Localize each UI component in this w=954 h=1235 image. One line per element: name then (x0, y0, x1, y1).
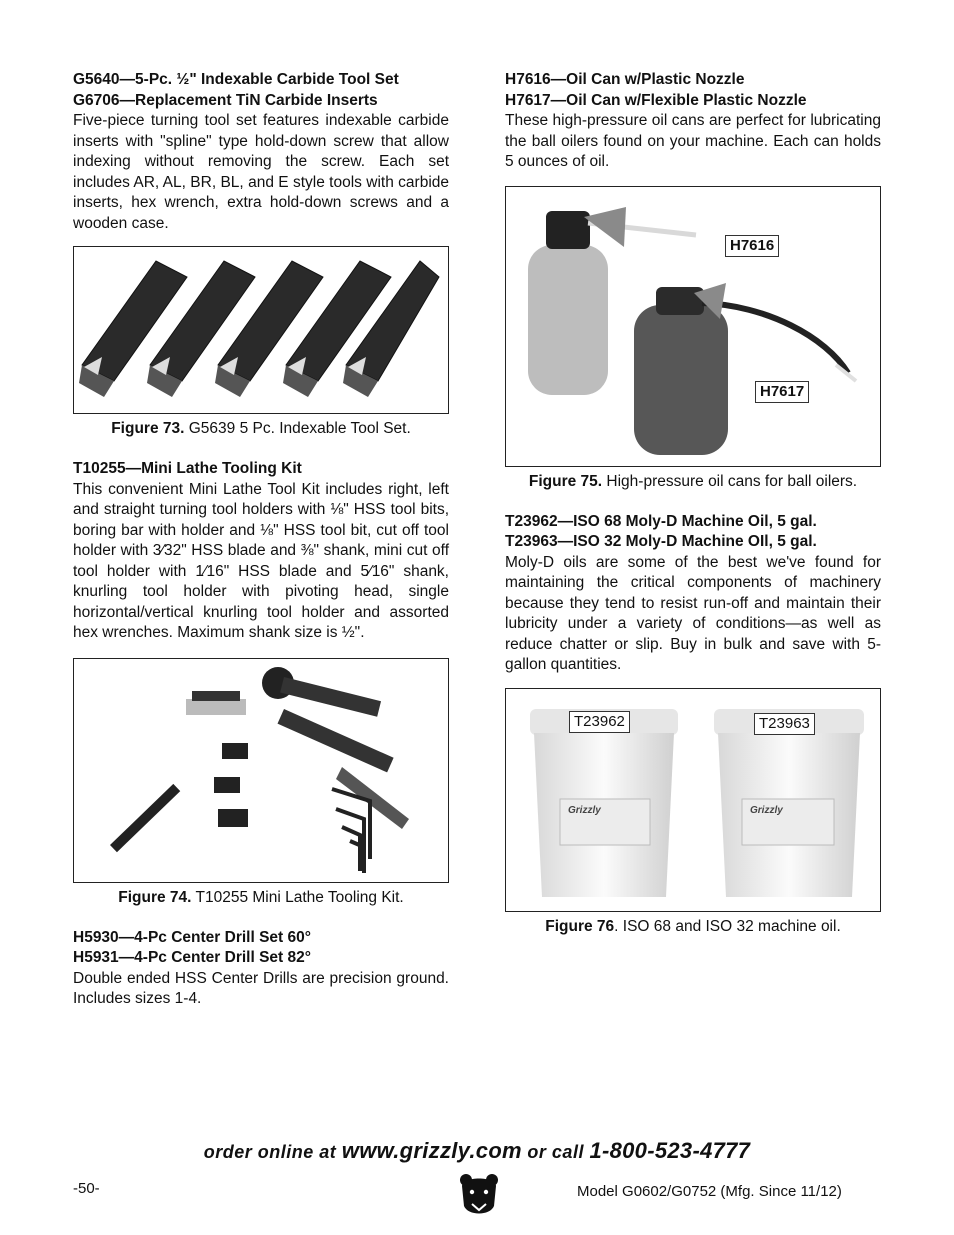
figure-75-image (505, 186, 881, 467)
body-oil-cans: These high-pressure oil cans are perfect for lubricating the ball oilers found on your machine. Each can holds 5 ounces of oil. (505, 112, 881, 170)
footer-call-text: or call (521, 1142, 590, 1162)
oil-buckets-illustration (506, 689, 879, 910)
lathe-tooling-kit-illustration (74, 659, 447, 881)
figure-75-caption: Figure 75. High-pressure oil cans for ball oilers. (528, 472, 858, 490)
bucket-1-brand: Grizzly (568, 804, 601, 816)
right-column (505, 70, 881, 937)
heading-h5931: H5931—4-Pc Center Drill Set 82° (73, 949, 311, 966)
figure-76-caption: Figure 76. ISO 68 and ISO 32 machine oil. (545, 917, 841, 935)
grizzly-bear-logo-icon (458, 1172, 500, 1222)
tag-h7616: H7616 (725, 235, 779, 257)
heading-h5930: H5930—4-Pc Center Drill Set 60° (73, 928, 311, 946)
heading-h7617: H7617—Oil Can w/Flexible Plastic Nozzle (505, 91, 807, 109)
figure-74-image (73, 658, 449, 883)
figure-73-caption: Figure 73. G5639 5 Pc. Indexable Tool Set. (111, 420, 411, 437)
left-column (73, 70, 449, 1010)
body-indexable-tool-set: Five-piece turning tool set features indexable carbide inserts with "spline" type hold-down screw that allow indexing without removing the screw. Each set includes AR, AL, BR, BL, and E style tools with carbide inserts, hex wrench, extra hold-down screws and a wooden case. (73, 112, 449, 232)
footer-phone-number: 1-800-523-4777 (589, 1138, 751, 1163)
tag-t23962: T23962 (569, 711, 630, 733)
heading-g5640: G5640—5-Pc. ½" Indexable Carbide Tool Set (73, 71, 399, 88)
figure-73-image (73, 246, 449, 414)
heading-h7616: H7616—Oil Can w/Plastic Nozzle (505, 71, 745, 88)
body-center-drill-set: Double ended HSS Center Drills are precision ground. Includes sizes 1-4. (73, 969, 449, 1007)
bucket-2-brand: Grizzly (750, 804, 783, 816)
oil-cans-illustration (506, 187, 879, 465)
heading-t23962: T23962—ISO 68 Moly-D Machine Oil, 5 gal. (505, 512, 817, 530)
tag-t23963: T23963 (754, 713, 815, 735)
heading-g6706: G6706—Replacement TiN Carbide Inserts (73, 91, 378, 109)
heading-t23963: T23963—ISO 32 Moly-D Machine OIl, 5 gal. (505, 533, 817, 550)
body-moly-d-oil: Moly-D oils are some of the best we've found for maintaining the critical components of machinery because they tend to resist run-off and maintain their lubricity under a variety of conditions—as well as reduce chatter or slip. Buy in bulk and save with 5-gallon quantities. (505, 553, 881, 673)
tag-h7617: H7617 (755, 381, 809, 403)
model-info: Model G0602/G0752 (Mfg. Since 11/12) (577, 1183, 842, 1200)
footer-website-link[interactable]: www.grizzly.com (341, 1138, 522, 1163)
heading-t10255: T10255—Mini Lathe Tooling Kit (73, 460, 302, 477)
indexable-tools-illustration (74, 247, 447, 412)
figure-76-image (505, 688, 881, 912)
footer-order-text: order online at (203, 1142, 342, 1162)
footer-order-banner (0, 1138, 954, 1164)
body-mini-lathe-kit: This convenient Mini Lathe Tool Kit includes right, left and straight turning tool holders with ⅛" HSS tool bits, boring bar with holder and ⅛" HSS tool bit, cut off tool holder with 3⁄32" HSS blade and ⅜" shank, mini cut off tool holder with 1⁄16" HSS blade and 5⁄16" shank, knurling tool holder with pivoting head, single horizontal/vertical knurling tool holder and assorted hex wrenches. Maximum shank size is ½". (73, 480, 449, 641)
page-number: -50- (73, 1180, 100, 1197)
figure-74-caption: Figure 74. T10255 Mini Lathe Tooling Kit. (118, 888, 404, 906)
